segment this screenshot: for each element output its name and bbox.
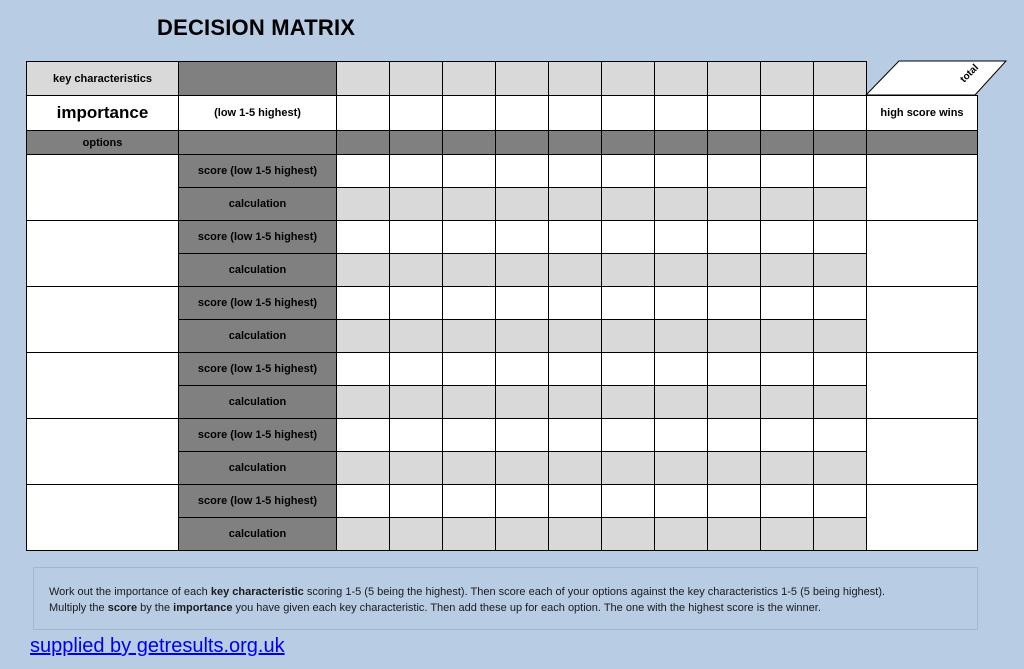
score-row-label: score (low 1-5 highest) [178,418,337,452]
score-input[interactable] [813,418,867,452]
calculation-cell [707,451,761,485]
score-input[interactable] [707,418,761,452]
score-input[interactable] [495,418,549,452]
score-input[interactable] [654,352,708,386]
calculation-cell [495,517,549,551]
calculation-row-label: calculation [178,319,337,353]
calculation-cell [654,319,708,353]
key-characteristic-name-input[interactable] [813,61,867,96]
total-cell [866,352,978,419]
total-cell [866,286,978,353]
instructions-key-characteristic: key characteristic [210,586,304,598]
score-input[interactable] [442,418,496,452]
options-header-cell [389,130,443,155]
calculation-cell [442,385,496,419]
score-input[interactable] [442,220,496,254]
calculation-cell [813,319,867,353]
key-characteristics-label: key characteristics [26,61,179,96]
score-input[interactable] [707,484,761,518]
calculation-row-label: calculation [178,187,337,221]
score-input[interactable] [495,220,549,254]
score-input[interactable] [389,286,443,320]
instructions-text-1: Work out the importance of each [49,586,211,598]
importance-input[interactable] [601,95,655,131]
calculation-cell [389,385,443,419]
score-input[interactable] [336,418,390,452]
option-name-input[interactable] [26,352,179,419]
score-input[interactable] [601,484,655,518]
importance-input[interactable] [548,95,602,131]
calculation-cell [548,187,602,221]
score-input[interactable] [495,352,549,386]
key-characteristic-name-input[interactable] [495,61,549,96]
score-input[interactable] [336,484,390,518]
score-input[interactable] [548,286,602,320]
calculation-cell [336,187,390,221]
score-input[interactable] [813,220,867,254]
calculation-cell [601,517,655,551]
options-header-cell [601,130,655,155]
calculation-cell [495,451,549,485]
calculation-cell [442,253,496,287]
key-characteristic-name-input[interactable] [548,61,602,96]
score-input[interactable] [601,154,655,188]
calculation-cell [707,187,761,221]
importance-input[interactable] [707,95,761,131]
calculation-row-label: calculation [178,385,337,419]
calculation-cell [389,517,443,551]
importance-input[interactable] [495,95,549,131]
importance-input[interactable] [760,95,814,131]
calculation-cell [813,187,867,221]
score-input[interactable] [760,286,814,320]
score-input[interactable] [760,484,814,518]
score-input[interactable] [601,418,655,452]
calculation-cell [495,187,549,221]
importance-input[interactable] [389,95,443,131]
calculation-cell [442,187,496,221]
score-input[interactable] [442,484,496,518]
score-input[interactable] [707,352,761,386]
score-input[interactable] [442,154,496,188]
score-input[interactable] [654,220,708,254]
score-input[interactable] [654,418,708,452]
calculation-cell [442,451,496,485]
score-input[interactable] [654,484,708,518]
calculation-cell [495,319,549,353]
high-score-wins-label: high score wins [866,95,978,131]
calculation-row-label: calculation [178,517,337,551]
score-row-label: score (low 1-5 highest) [178,484,337,518]
score-input[interactable] [813,286,867,320]
key-characteristic-name-input[interactable] [336,61,390,96]
instructions-text-5: you have given each key characteristic. Then add these up for each option. The one with the highest score is the winner. [232,602,821,614]
calculation-cell [442,517,496,551]
calculation-cell [336,385,390,419]
key-characteristic-name-input[interactable] [760,61,814,96]
calculation-cell [548,385,602,419]
calculation-cell [760,319,814,353]
calculation-cell [760,517,814,551]
score-input[interactable] [389,352,443,386]
total-header [864,61,1014,97]
score-input[interactable] [336,220,390,254]
calculation-cell [336,253,390,287]
calculation-cell [336,451,390,485]
score-input[interactable] [495,154,549,188]
total-cell [866,154,978,221]
instructions-text-4: by the [137,602,174,614]
options-header-cell [495,130,549,155]
score-input[interactable] [813,484,867,518]
calculation-cell [654,385,708,419]
score-input[interactable] [813,352,867,386]
calculation-cell [654,517,708,551]
total-label: total [958,62,982,86]
options-header-cell [442,130,496,155]
score-input[interactable] [548,154,602,188]
total-cell [866,220,978,287]
calculation-cell [813,253,867,287]
calculation-cell [442,319,496,353]
score-row-label: score (low 1-5 highest) [178,352,337,386]
calculation-cell [336,517,390,551]
options-header-cell [336,130,390,155]
instructions-score: score [107,602,138,614]
calculation-cell [389,253,443,287]
calculation-cell [601,451,655,485]
score-input[interactable] [495,286,549,320]
score-input[interactable] [601,352,655,386]
calculation-cell [548,253,602,287]
score-input[interactable] [548,418,602,452]
key-characteristic-name-input[interactable] [601,61,655,96]
calculation-cell [495,385,549,419]
calculation-cell [760,187,814,221]
calculation-cell [601,187,655,221]
key-characteristics-header-spacer [178,61,337,96]
calculation-cell [389,451,443,485]
score-input[interactable] [336,352,390,386]
options-header-cell [760,130,814,155]
score-input[interactable] [707,286,761,320]
score-input[interactable] [654,154,708,188]
instructions-importance: importance [173,602,233,614]
calculation-cell [548,517,602,551]
calculation-cell [495,253,549,287]
score-row-label: score (low 1-5 highest) [178,286,337,320]
score-input[interactable] [389,418,443,452]
importance-input[interactable] [336,95,390,131]
total-cell [866,484,978,551]
options-header-spacer [178,130,337,155]
supplied-by-link[interactable]: supplied by getresults.org.uk [30,635,285,657]
key-characteristic-name-input[interactable] [707,61,761,96]
score-input[interactable] [601,286,655,320]
total-cell [866,418,978,485]
instructions-text-3: Multiply the [49,602,108,614]
option-name-input[interactable] [26,286,179,353]
calculation-cell [601,319,655,353]
score-input[interactable] [336,154,390,188]
instructions-text-2: scoring 1-5 (5 being the highest). Then score each of your options against the key characteristics 1-5 (5 being highest). [303,586,886,598]
score-input[interactable] [654,286,708,320]
instructions-box [33,567,978,630]
score-input[interactable] [389,484,443,518]
calculation-cell [760,253,814,287]
importance-label: importance [26,95,179,131]
score-input[interactable] [442,352,496,386]
calculation-cell [548,319,602,353]
options-header-cell [707,130,761,155]
calculation-cell [707,253,761,287]
decision-matrix-table [26,61,982,549]
option-name-input[interactable] [26,418,179,485]
options-header-cell [654,130,708,155]
key-characteristic-name-input[interactable] [442,61,496,96]
score-input[interactable] [760,154,814,188]
score-input[interactable] [601,220,655,254]
score-row-label: score (low 1-5 highest) [178,220,337,254]
calculation-cell [813,451,867,485]
calculation-cell [336,319,390,353]
score-input[interactable] [389,154,443,188]
score-input[interactable] [760,220,814,254]
option-name-input[interactable] [26,484,179,551]
calculation-cell [654,253,708,287]
calculation-cell [389,187,443,221]
score-input[interactable] [707,154,761,188]
score-input[interactable] [548,352,602,386]
score-input[interactable] [548,220,602,254]
options-header-cell [548,130,602,155]
calculation-row-label: calculation [178,451,337,485]
calculation-cell [654,451,708,485]
page-title: DECISION MATRIX [157,15,356,40]
calculation-cell [601,385,655,419]
calculation-cell [813,385,867,419]
calculation-cell [707,517,761,551]
score-input[interactable] [495,484,549,518]
score-input[interactable] [389,220,443,254]
score-input[interactable] [336,286,390,320]
score-input[interactable] [548,484,602,518]
score-input[interactable] [760,418,814,452]
calculation-cell [760,451,814,485]
key-characteristic-name-input[interactable] [654,61,708,96]
total-header-shape [866,61,1006,95]
key-characteristic-name-input[interactable] [389,61,443,96]
importance-input[interactable] [813,95,867,131]
option-name-input[interactable] [26,154,179,221]
score-input[interactable] [442,286,496,320]
score-input[interactable] [760,352,814,386]
score-row-label: score (low 1-5 highest) [178,154,337,188]
calculation-cell [654,187,708,221]
importance-input[interactable] [442,95,496,131]
options-label: options [26,130,179,155]
total-header-spacer [866,130,978,155]
importance-scale-label: (low 1-5 highest) [178,95,337,131]
calculation-cell [707,385,761,419]
importance-input[interactable] [654,95,708,131]
calculation-cell [707,319,761,353]
calculation-cell [548,451,602,485]
calculation-cell [813,517,867,551]
option-name-input[interactable] [26,220,179,287]
calculation-cell [601,253,655,287]
options-header-cell [813,130,867,155]
calculation-cell [389,319,443,353]
score-input[interactable] [707,220,761,254]
score-input[interactable] [813,154,867,188]
calculation-row-label: calculation [178,253,337,287]
calculation-cell [760,385,814,419]
